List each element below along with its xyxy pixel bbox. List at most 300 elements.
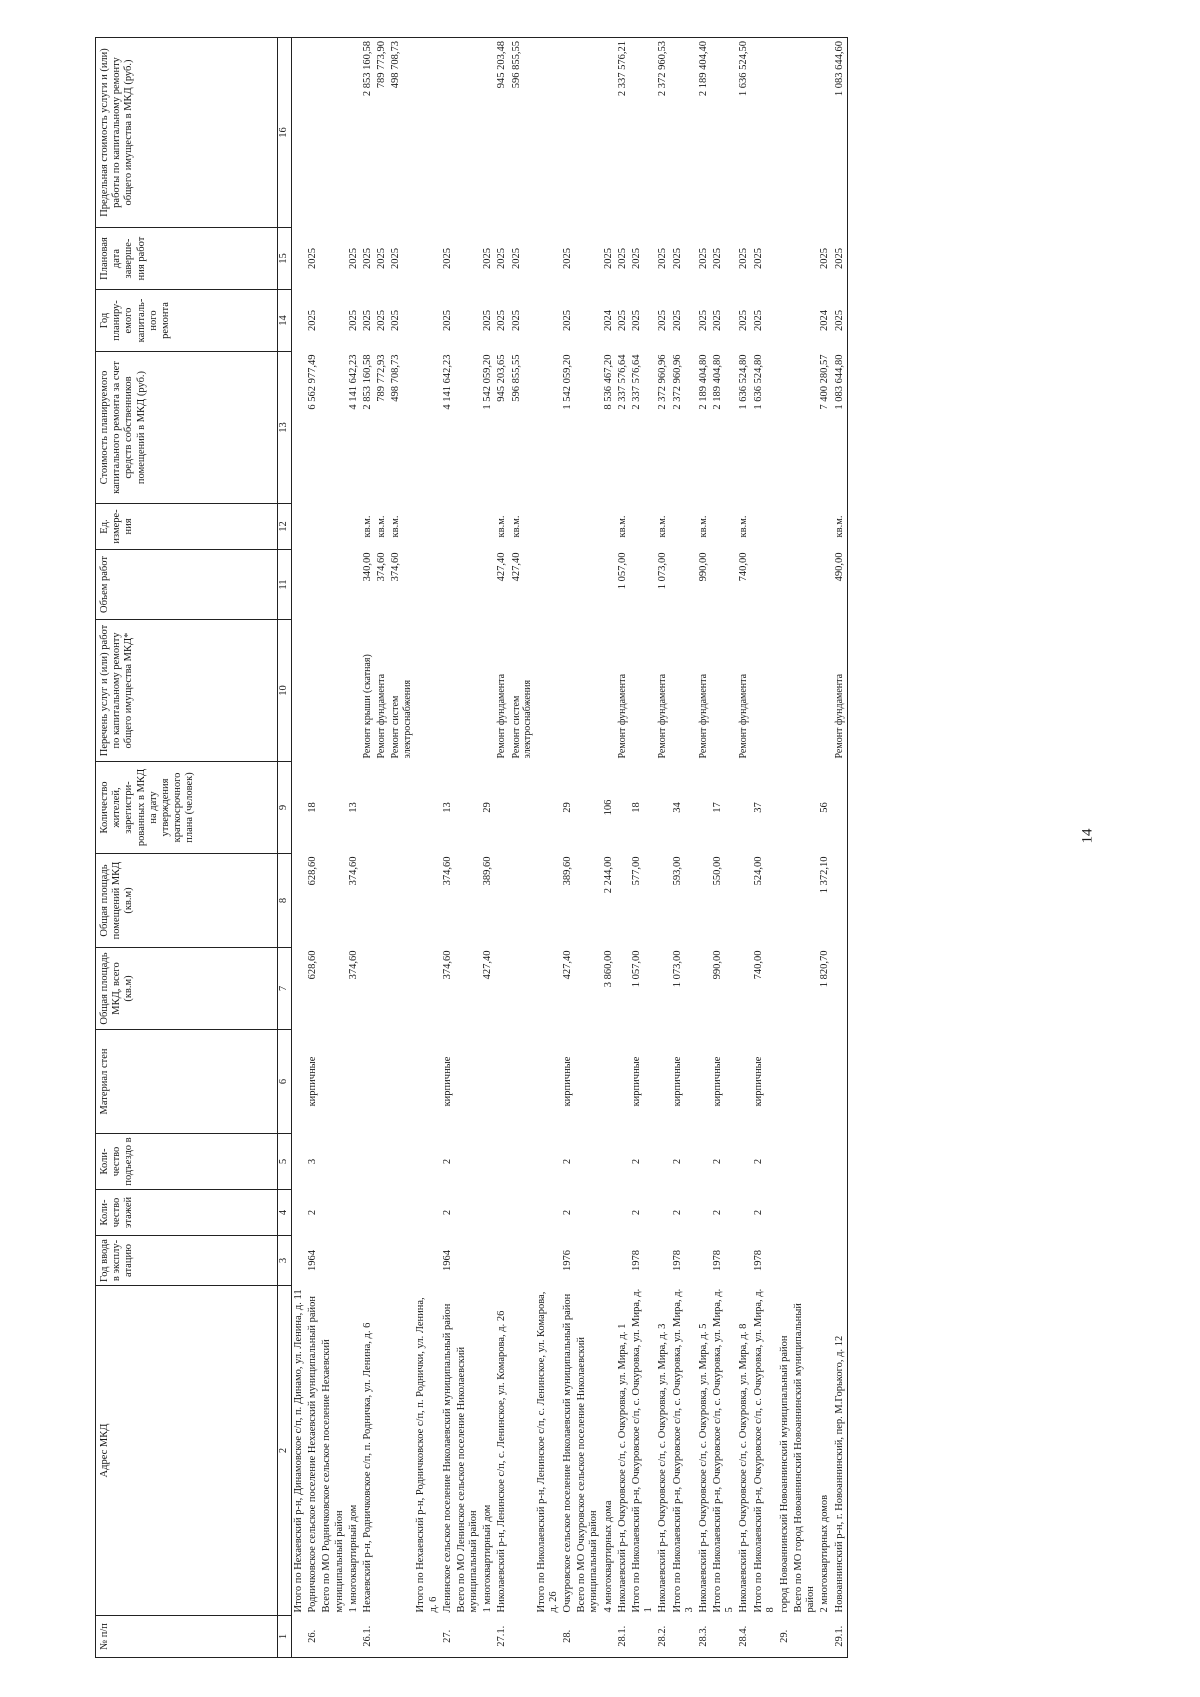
work-type-cell [455,620,481,762]
entrances-cell [455,1134,481,1190]
planned-year-cell [455,290,481,352]
completion-date-cell: 2025 [630,248,642,269]
repair-cost-cell [535,352,561,504]
wall-material-cell [481,1030,495,1134]
wall-material-cell [292,1030,307,1134]
address-cell: Всего по МО Родничковское сельское поселение Нехаевский муниципальный район [321,1339,345,1613]
wall-material-cell: кирпичные [630,1056,642,1107]
wall-material-cell: кирпичные [752,1056,764,1107]
residents-cell [510,762,535,854]
work-type-cell [792,620,818,762]
column-header: Коли-чество подъездо в [96,1134,278,1190]
limit-cost-cell: 2 372 960,53 [656,38,670,228]
wall-material-cell [737,1030,751,1134]
limit-cost-cell: 945 203,48 [495,38,509,228]
table-row [575,38,601,1658]
row-number [510,1616,535,1658]
limit-cost-cell [752,38,778,228]
total-area-cell [778,948,792,1030]
work-volume-cell [306,550,320,620]
year-built-cell [535,1236,561,1286]
address-cell: Николаевский р-н, Очкуровское с/п, с. Очкуровка, ул. Мира, д. 3 [657,1323,669,1613]
year-built-cell: 1976 [562,1250,574,1271]
work-type-cell: Ремонт крыши (скатная) [361,654,373,759]
row-number: 27. [441,1616,455,1658]
row-number: 29.1. [833,1616,848,1658]
limit-cost-cell [292,38,307,228]
column-number: 3 [278,1236,292,1286]
repair-cost-cell: 7 400 280,57 [819,354,831,410]
entrances-cell [375,1134,389,1190]
residents-cell: 106 [602,799,614,816]
table-row [630,38,656,1658]
total-area-cell [697,948,711,1030]
premises-area-cell [778,854,792,948]
repair-cost-cell [778,352,792,504]
work-type-cell [561,620,575,762]
unit-cell: кв.м. [738,515,750,538]
work-type-cell [320,620,346,762]
year-built-cell [481,1236,495,1286]
unit-cell [306,504,320,550]
wall-material-cell [778,1030,792,1134]
row-number [671,1616,697,1658]
premises-area-cell: 374,60 [441,856,453,886]
year-built-cell [616,1236,630,1286]
work-type-cell [575,620,601,762]
repair-cost-cell: 2 372 960,96 [657,354,669,410]
completion-date-cell: 2025 [390,248,402,269]
entrances-cell: 2 [712,1158,724,1165]
work-volume-cell [778,550,792,620]
repair-cost-cell [320,352,346,504]
entrances-cell [389,1134,414,1190]
limit-cost-cell [455,38,481,228]
address-cell: Очкуровское сельское поселение Николаевский муниципальный район [562,1293,574,1613]
limit-cost-cell: 596 855,55 [510,38,535,228]
total-area-cell [737,948,751,1030]
entrances-cell [792,1134,818,1190]
column-header: Стоимость планируемого капитального ремонта за счет средств собственников помещений в МКД (руб.) [96,352,278,504]
premises-area-cell [320,854,346,948]
total-area-cell [389,948,414,1030]
unit-cell: кв.м. [496,515,508,538]
floors-cell [375,1190,389,1236]
unit-cell [575,504,601,550]
completion-date-cell: 2025 [307,248,319,269]
row-number [711,1616,737,1658]
completion-date-cell: 2025 [562,248,574,269]
completion-date-cell: 2025 [376,248,388,269]
premises-area-cell [737,854,751,948]
floors-cell: 2 [671,1209,683,1216]
work-type-cell [630,620,656,762]
column-number: 13 [278,352,292,504]
column-number: 9 [278,762,292,854]
row-number [455,1616,481,1658]
column-number: 12 [278,504,292,550]
address-cell: Николаевский р-н, Очкуровское с/п, с. Очкуровка, ул. Мира, д. 8 [738,1323,750,1613]
column-number: 11 [278,550,292,620]
repair-cost-cell [292,352,307,504]
address-cell: Новоаннинский р-н, г. Новоаннинский, пер. М.Горького, д. 12 [833,1286,848,1616]
year-built-cell [347,1236,361,1286]
table-row [602,38,616,1658]
residents-cell [616,762,630,854]
work-volume-cell: 990,00 [697,552,709,582]
column-number: 15 [278,228,292,290]
residents-cell [535,762,561,854]
planned-year-cell: 2025 [510,310,522,331]
column-number: 7 [278,948,292,1030]
limit-cost-cell: 2 853 160,58 [361,38,375,228]
residents-cell: 56 [819,802,831,813]
premises-area-cell: 550,00 [712,856,724,886]
residents-cell [292,762,307,854]
row-number [481,1616,495,1658]
year-built-cell [495,1236,509,1286]
work-type-cell [441,620,455,762]
entrances-cell: 2 [441,1158,453,1165]
entrances-cell [495,1134,509,1190]
year-built-cell: 1978 [671,1250,683,1271]
column-number: 6 [278,1030,292,1134]
table-row [752,38,778,1658]
premises-area-cell: 628,60 [307,856,319,886]
floors-cell [535,1190,561,1236]
table-row [361,38,375,1658]
floors-cell [833,1190,848,1236]
column-number: 8 [278,854,292,948]
table-row [792,38,818,1658]
entrances-cell [414,1134,440,1190]
entrances-cell [833,1134,848,1190]
work-type-cell: Ремонт фундамента [616,673,628,759]
premises-area-cell [495,854,509,948]
limit-cost-cell [792,38,818,228]
residents-cell: 17 [712,802,724,813]
work-type-cell: Ремонт фундамента [496,673,508,759]
row-number [347,1616,361,1658]
column-header: Плановая дата заверше-ния работ [96,228,278,290]
unit-cell [535,504,561,550]
row-number [818,1616,832,1658]
repair-cost-cell [455,352,481,504]
address-cell: Всего по МО Ленинское сельское поселение Николаевский муниципальный район [455,1346,480,1613]
wall-material-cell: кирпичные [562,1056,574,1107]
column-number: 2 [278,1286,292,1616]
premises-area-cell [414,854,440,948]
floors-cell [347,1190,361,1236]
total-area-cell [616,948,630,1030]
limit-cost-cell [535,38,561,228]
wall-material-cell [455,1030,481,1134]
total-area-cell [510,948,535,1030]
floors-cell [737,1190,751,1236]
unit-cell [320,504,346,550]
row-number [414,1616,440,1658]
wall-material-cell [347,1030,361,1134]
work-volume-cell: 1 073,00 [657,552,669,590]
table-row [441,38,455,1658]
header-row [96,38,278,1658]
completion-date-cell [455,228,481,290]
planned-year-cell: 2025 [630,310,642,331]
work-volume-cell [455,550,481,620]
address-cell: Нехаевский р-н, Родничковское с/п, п. Родничка, ул. Ленина, д. 6 [361,1322,373,1613]
completion-date-cell [792,228,818,290]
work-volume-cell: 740,00 [738,552,750,582]
total-area-cell [455,948,481,1030]
planned-year-cell [414,290,440,352]
table-row [711,38,737,1658]
premises-area-cell: 374,60 [347,856,359,886]
repair-cost-cell: 2 189 404,80 [712,354,724,410]
work-volume-cell [671,550,697,620]
planned-year-cell: 2025 [752,310,764,331]
row-number [292,1616,307,1658]
address-cell: Итого по Николаевский р-н, Очкуровское с/п, с. Очкуровка, ул. Мира, д. 5 [712,1288,736,1613]
completion-date-cell: 2025 [510,248,522,269]
premises-area-cell: 577,00 [630,856,642,886]
work-volume-cell: 340,00 [361,552,373,582]
column-header: Год ввода в эксплу-атацию [96,1236,278,1286]
wall-material-cell [495,1030,509,1134]
row-number [575,1616,601,1658]
row-number [320,1616,346,1658]
wall-material-cell: кирпичные [307,1056,319,1107]
work-type-cell: Ремонт систем электроснабжения [390,679,413,759]
unit-cell [792,504,818,550]
work-type-cell: Ремонт фундамента [833,620,848,762]
total-area-cell: 427,40 [562,950,574,980]
year-built-cell [833,1236,848,1286]
floors-cell [455,1190,481,1236]
work-volume-cell [292,550,307,620]
column-header: Год планиру-емого капиталь-ного ремонта [96,290,278,352]
row-number [602,1616,616,1658]
column-header: Количество жителей, зарегистри-рованных в МКД на дату утверждения краткосрочного плана (человек) [96,762,278,854]
unit-cell [602,504,616,550]
column-number: 14 [278,290,292,352]
residents-cell [361,762,375,854]
premises-area-cell: 389,60 [482,856,494,886]
limit-cost-cell [630,38,656,228]
residents-cell [495,762,509,854]
address-cell [375,1286,389,1616]
address-cell [389,1286,414,1616]
limit-cost-cell [778,38,792,228]
work-type-cell [711,620,737,762]
completion-date-cell: 2025 [712,248,724,269]
entrances-cell: 2 [752,1158,764,1165]
premises-area-cell [792,854,818,948]
year-built-cell [455,1236,481,1286]
total-area-cell: 427,40 [482,950,494,980]
work-type-cell [481,620,495,762]
address-cell: Родничковское сельское поселение Нехаевский муниципальный район [307,1295,319,1613]
work-volume-cell [792,550,818,620]
year-built-cell [602,1236,616,1286]
address-cell: Николаевский р-н, Очкуровское с/п, с. Очкуровка, ул. Мира, д. 1 [616,1323,628,1613]
premises-area-cell [697,854,711,948]
row-number: 27.1. [495,1616,509,1658]
column-header: Общая площадь МКД, всего (кв.м) [96,948,278,1030]
work-volume-cell [347,550,361,620]
table-row [495,38,509,1658]
unit-cell: кв.м. [361,515,373,538]
premises-area-cell [833,854,848,948]
work-type-cell: Ремонт фундамента [697,673,709,759]
total-area-cell [792,948,818,1030]
column-header: Адрес МКД [96,1286,278,1616]
year-built-cell [792,1236,818,1286]
work-type-cell [818,620,832,762]
address-cell: Итого по Николаевский р-н, Очкуровское с/п, с. Очкуровка, ул. Мира, д. 3 [671,1288,695,1613]
residents-cell [575,762,601,854]
work-volume-cell [535,550,561,620]
work-volume-cell: 427,40 [496,552,508,582]
planned-year-cell [535,290,561,352]
entrances-cell [320,1134,346,1190]
unit-cell: кв.м. [616,515,628,538]
unit-cell: кв.м. [657,515,669,538]
year-built-cell [575,1236,601,1286]
work-volume-cell [630,550,656,620]
address-cell [510,1286,535,1616]
work-type-cell [306,620,320,762]
table-row [697,38,711,1658]
entrances-cell [361,1134,375,1190]
floors-cell [697,1190,711,1236]
floors-cell: 2 [562,1209,574,1216]
unit-cell: кв.м. [697,515,709,538]
rotated-table-sheet [95,38,1105,1658]
entrances-cell [697,1134,711,1190]
work-type-cell: Ремонт фундамента [738,673,750,759]
row-number [535,1616,561,1658]
year-built-cell: 1978 [630,1250,642,1271]
work-volume-cell [441,550,455,620]
repair-cost-cell: 1 542 059,20 [562,354,574,410]
work-volume-cell: 374,60 [376,552,388,582]
residents-cell: 29 [482,802,494,813]
unit-cell: кв.м. [390,515,402,538]
floors-cell: 2 [712,1209,724,1216]
completion-date-cell: 2025 [671,248,683,269]
entrances-cell [737,1134,751,1190]
entrances-cell [292,1134,307,1190]
repair-cost-cell: 2 189 404,80 [697,354,709,410]
column-header: Материал стен [96,1030,278,1134]
total-area-cell: 374,60 [441,950,453,980]
completion-date-cell [414,228,440,290]
row-number: 28.1. [616,1616,630,1658]
row-number [630,1616,656,1658]
limit-cost-cell [818,38,832,228]
repair-cost-cell: 2 372 960,96 [671,354,683,410]
planned-year-cell: 2025 [657,310,669,331]
entrances-cell [481,1134,495,1190]
planned-year-cell: 2025 [833,290,848,352]
residents-cell [455,762,481,854]
work-type-cell [535,620,561,762]
planned-year-cell: 2025 [307,310,319,331]
repair-cost-cell: 4 141 642,23 [347,354,359,410]
table-row [510,38,535,1658]
premises-area-cell: 1 372,10 [819,856,831,894]
repair-cost-cell: 1 636 524,80 [738,354,750,410]
completion-date-cell [292,228,307,290]
address-cell: Итого по Николаевский р-н, Очкуровское с/п, с. Очкуровка, ул. Мира, д. 8 [752,1288,776,1613]
limit-cost-cell: 2 337 576,21 [616,38,630,228]
completion-date-cell: 2025 [347,248,359,269]
wall-material-cell: кирпичные [441,1056,453,1107]
total-area-cell [656,948,670,1030]
completion-date-cell: 2025 [441,248,453,269]
floors-cell [495,1190,509,1236]
work-volume-cell [711,550,737,620]
total-area-cell: 990,00 [712,950,724,980]
completion-date-cell: 2025 [752,248,764,269]
work-volume-cell [481,550,495,620]
planned-year-cell: 2025 [738,310,750,331]
limit-cost-cell [575,38,601,228]
planned-year-cell: 2025 [712,310,724,331]
repair-cost-cell: 1 636 524,80 [752,354,764,410]
row-number: 28.4. [737,1616,751,1658]
table-header [96,38,292,1658]
repair-cost-cell [792,352,818,504]
premises-area-cell [361,854,375,948]
row-number: 26. [306,1616,320,1658]
planned-year-cell: 2025 [347,310,359,331]
entrances-cell: 2 [671,1158,683,1165]
premises-area-cell: 2 244,00 [602,856,614,894]
entrances-cell: 2 [562,1158,574,1165]
planned-year-cell: 2025 [671,310,683,331]
column-header: Коли-чество этажей [96,1190,278,1236]
entrances-cell [535,1134,561,1190]
year-built-cell [656,1236,670,1286]
row-number [389,1616,414,1658]
premises-area-cell [616,854,630,948]
completion-date-cell [778,228,792,290]
table-row [347,38,361,1658]
address-cell: 1 многоквартирный дом [347,1504,359,1613]
entrances-cell [656,1134,670,1190]
repair-cost-cell: 2 337 576,64 [630,354,642,410]
completion-date-cell [320,228,346,290]
total-area-cell [833,948,848,1030]
work-volume-cell [752,550,778,620]
planned-year-cell: 2025 [496,310,508,331]
floors-cell [292,1190,307,1236]
unit-cell [778,504,792,550]
table-row [737,38,751,1658]
work-type-cell [778,620,792,762]
floors-cell [320,1190,346,1236]
completion-date-cell: 2025 [482,248,494,269]
total-area-cell: 740,00 [752,950,764,980]
planned-year-cell: 2025 [390,310,402,331]
year-built-cell: 1964 [307,1250,319,1271]
planned-year-cell [292,290,307,352]
planned-year-cell [778,290,792,352]
unit-cell [671,504,697,550]
address-cell: 2 многоквартирных домов [819,1494,831,1613]
planned-year-cell: 2024 [602,310,614,331]
